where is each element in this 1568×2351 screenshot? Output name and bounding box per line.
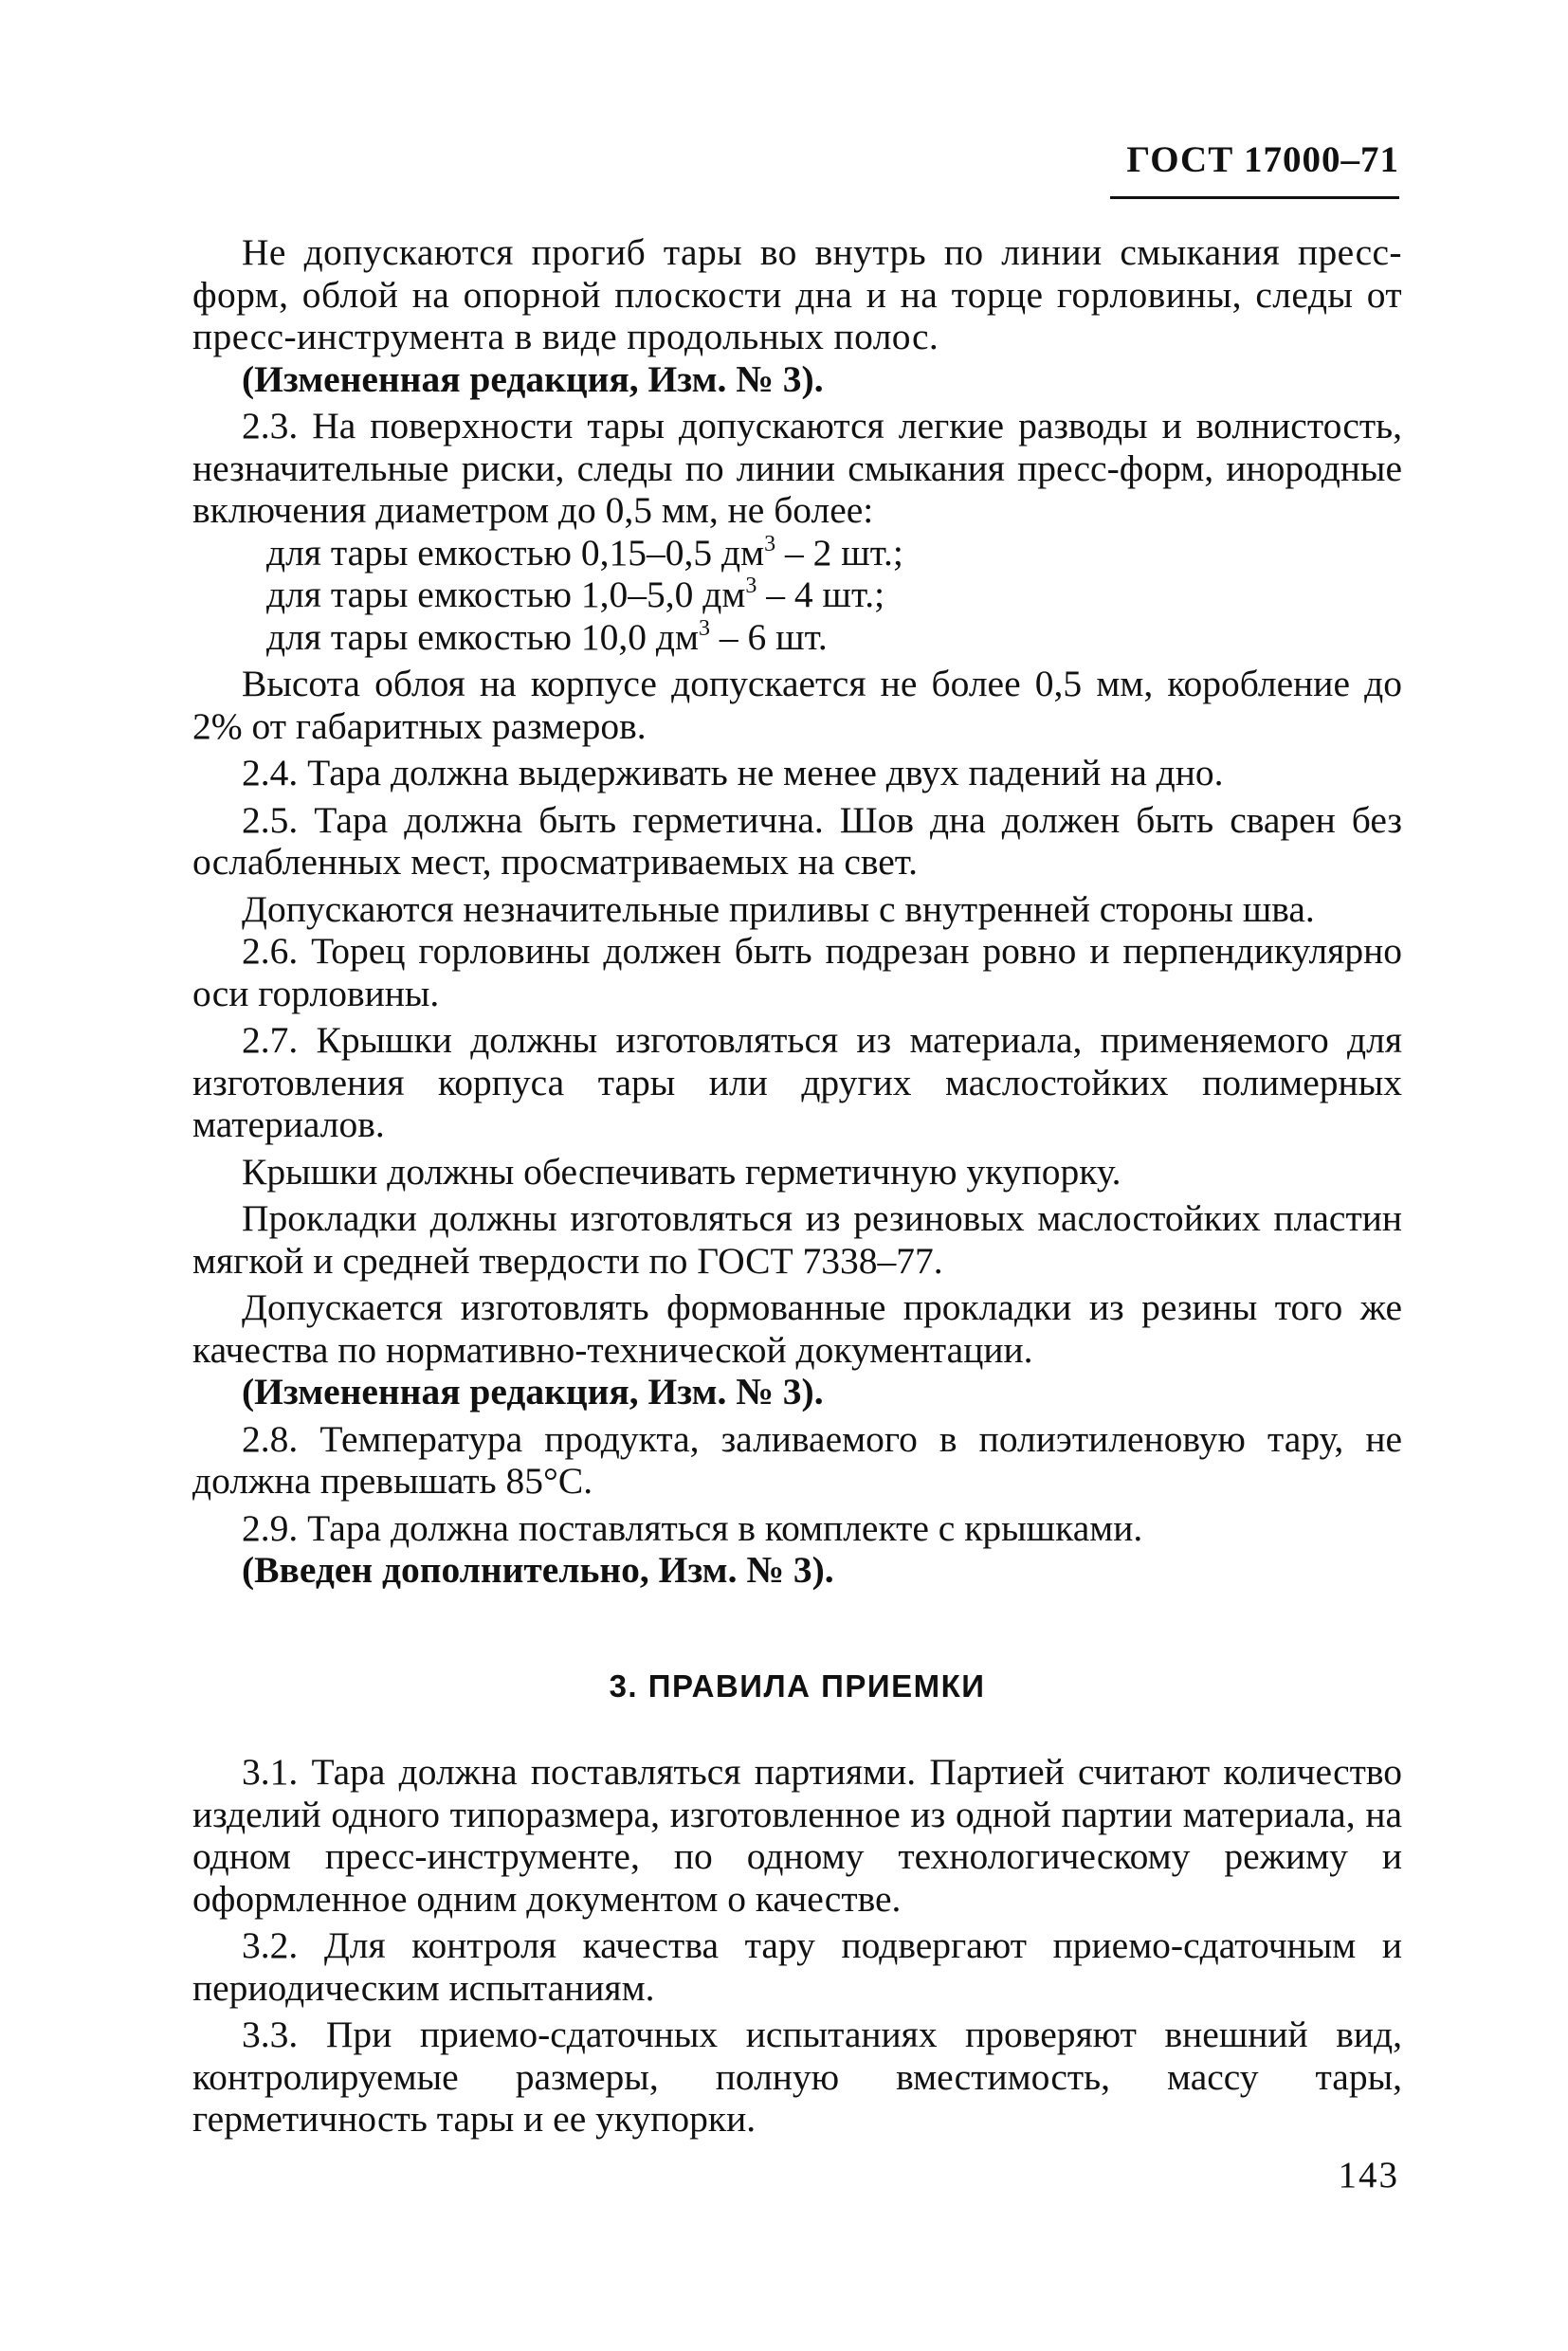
capacity-count: – 2 шт.; [775, 531, 903, 574]
paragraph-2-8: 2.8. Температура продукта, заливаемого в полиэтиленовую тару, не должна превышать 85°С. [192, 1417, 1402, 1502]
paragraph-2-6: 2.6. Торец горловины должен быть подрезан ровно и перпендикулярно оси горловины. [192, 930, 1402, 1014]
paragraph-lids: Крышки должны обеспечивать герметичную укупорку. [242, 1150, 1121, 1193]
exponent: 3 [745, 574, 757, 598]
paragraph-3-2: 3.2. Для контроля качества тару подвергают приемо-сдаточным и периодическим испытаниям. [192, 1924, 1402, 2009]
paragraph-molded-gaskets: Допускается изготовлять формованные прокладки из резины того же качества по нормативно-технической документации. [192, 1286, 1402, 1371]
capacity-count: – 4 шт.; [757, 574, 885, 615]
exponent: 3 [699, 615, 711, 641]
capacity-count: – 6 шт. [710, 615, 828, 658]
paragraph-3-1: 3.1. Тара должна поставляться партиями. Партией считают количество изделий одного типоразмера, изготовленное из одной партии материала, на одном пресс-инструменте, по одному технологическому режиму и оформленное одним документом о качестве. [192, 1751, 1402, 1920]
capacity-list-item [192, 574, 1402, 616]
paragraph-2-5: 2.5. Тара должна быть герметична. Шов дна должен быть сварен без ослабленных мест, просматриваемых на свет. [192, 798, 1402, 883]
capacity-list-item [192, 532, 1402, 574]
capacity-text: для тары емкостью 1,0–5,0 дм [266, 574, 746, 615]
section-title: 3. ПРАВИЛА ПРИЕМКИ [609, 1668, 986, 1704]
paragraph-2-9: 2.9. Тара должна поставляться в комплекте с крышками. [242, 1506, 1143, 1549]
capacity-list-item [192, 616, 1402, 659]
amendment-note: (Введен дополнительно, Изм. № 3). [242, 1549, 834, 1591]
paragraph-2-3: 2.3. На поверхности тары допускаются легкие разводы и волнистость, незначительные риски, следы по линии смыкания пресс-форм, инородные включения диаметром до 0,5 мм, не более: [192, 405, 1402, 531]
paragraph-seam-flow: Допускаются незначительные приливы с внутренней стороны шва. [242, 887, 1315, 930]
amendment-note: (Измененная редакция, Изм. № 3). [242, 357, 824, 400]
capacity-text: для тары емкостью 10,0 дм [266, 615, 700, 658]
document-code-header: ГОСТ 17000–71 [1126, 139, 1399, 180]
capacity-text: для тары емкостью 0,15–0,5 дм [266, 531, 765, 574]
paragraph-3-3: 3.3. При приемо-сдаточных испытаниях проверяют внешний вид, контролируемые размеры, полную вместимость, массу тары, герметичность тары и ее укупорки. [192, 2014, 1402, 2140]
paragraph-2-7: 2.7. Крышки должны изготовляться из материала, применяемого для изготовления корпуса тары или других маслостойких полимерных материалов. [192, 1019, 1402, 1145]
amendment-note: (Измененная редакция, Изм. № 3). [242, 1371, 824, 1412]
page-number: 143 [1338, 2155, 1399, 2196]
paragraph-2-4: 2.4. Тара должна выдерживать не менее двух падений на дно. [242, 752, 1224, 793]
document-body [192, 231, 1402, 2141]
paragraph-gaskets: Прокладки должны изготовляться из резиновых маслостойких пластин мягкой и средней твердости по ГОСТ 7338–77. [192, 1197, 1402, 1282]
exponent: 3 [764, 531, 776, 556]
paragraph-flash-height: Высота облоя на корпусе допускается не более 0,5 мм, коробление до 2% от габаритных размеров. [192, 663, 1402, 747]
header-rule [1110, 196, 1399, 199]
paragraph-no-deflection: Не допускаются прогиб тары во внутрь по линии смыкания пресс-форм, облой на опорной плоскости дна и на торце горловины, следы от пресс-инструмента в виде продольных полос. [192, 231, 1402, 357]
